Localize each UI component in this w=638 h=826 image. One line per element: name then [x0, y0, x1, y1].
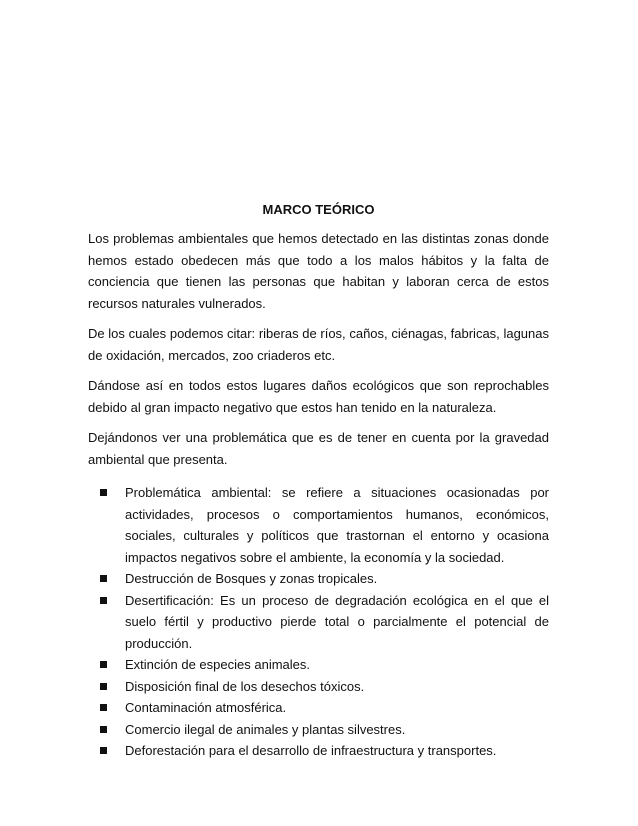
list-item: [88, 590, 549, 655]
square-bullet-icon: [100, 747, 107, 754]
list-item: [88, 568, 549, 590]
paragraph: Los problemas ambientales que hemos detectado en las distintas zonas donde hemos estado obedecen más que todo a los malos hábitos y la falta de conciencia que tienen las personas que habitan y laboran cerca de estos recursos naturales vulnerados.: [88, 231, 549, 311]
paragraph: Dándose así en todos estos lugares daños ecológicos que son reprochables debido al gran impacto negativo que estos han tenido en la naturaleza.: [88, 378, 549, 415]
square-bullet-icon: [100, 726, 107, 733]
bullet-list: [88, 482, 549, 762]
list-item-text: Deforestación para el desarrollo de infraestructura y transportes.: [125, 743, 497, 758]
square-bullet-icon: [100, 597, 107, 604]
list-item: [88, 482, 549, 568]
list-item-text: Extinción de especies animales.: [125, 657, 310, 672]
square-bullet-icon: [100, 704, 107, 711]
list-item: [88, 697, 549, 719]
paragraph: Dejándonos ver una problemática que es de tener en cuenta por la gravedad ambiental que presenta.: [88, 430, 549, 467]
document-body: [88, 200, 549, 762]
square-bullet-icon: [100, 683, 107, 690]
list-item-text: Disposición final de los desechos tóxicos.: [125, 678, 365, 694]
square-bullet-icon: [100, 661, 107, 668]
square-bullet-icon: [100, 489, 107, 496]
list-item: [88, 740, 549, 762]
list-item-text: Desertificación: Es un proceso de degradación ecológica en el que el suelo fértil y productivo pierde total o parcialmente el potencial de producción.: [125, 592, 549, 651]
list-item-text: Problemática ambiental: se refiere a situaciones ocasionadas por actividades, procesos o comportamientos humanos, económicos, sociales, culturales y políticos que trastornan el entorno y ocasiona impactos negativos sobre el ambiente, la economía y la sociedad.: [125, 485, 549, 565]
list-item-text: Contaminación atmosférica.: [125, 700, 287, 715]
list-item: [88, 719, 549, 741]
list-item-text: Destrucción de Bosques y zonas tropicales.: [125, 571, 378, 586]
list-item: [88, 654, 549, 676]
list-item: [88, 676, 549, 698]
page-title: MARCO TEÓRICO: [262, 202, 375, 217]
list-item-text: Comercio ilegal de animales y plantas silvestres.: [125, 721, 406, 737]
square-bullet-icon: [100, 575, 107, 582]
paragraph: De los cuales podemos citar: riberas de ríos, caños, ciénagas, fabricas, lagunas de oxidación, mercados, zoo criaderos etc.: [88, 326, 549, 363]
